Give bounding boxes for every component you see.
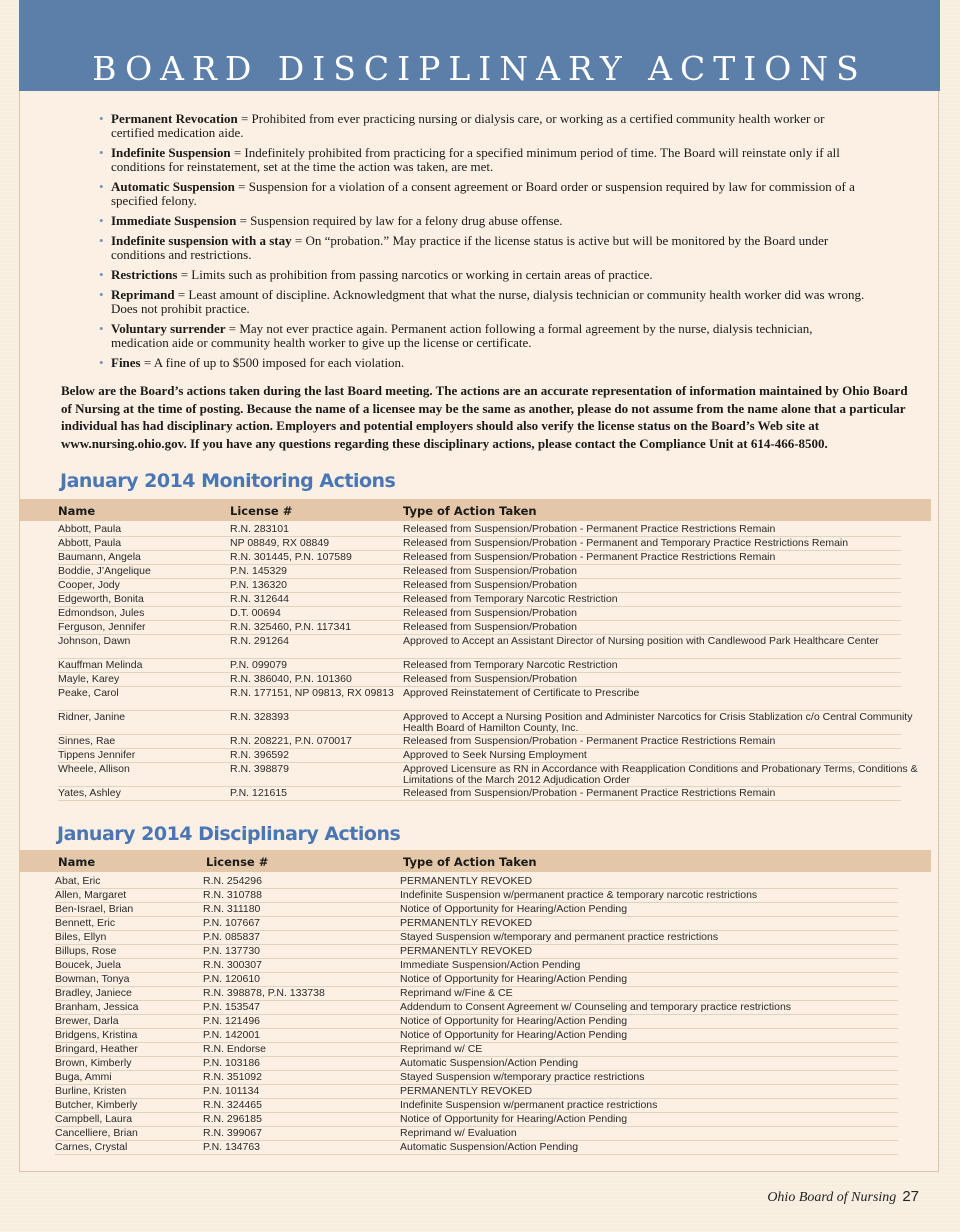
- cell-action: Released from Suspension/Probation: [403, 579, 577, 591]
- monitoring-header-name: Name: [58, 504, 96, 518]
- bullet-icon: •: [99, 213, 104, 228]
- cell-license: NP 08849, RX 08849: [230, 537, 330, 549]
- table-row: [58, 673, 901, 687]
- definition-term: Permanent Revocation: [111, 111, 238, 126]
- cell-action: Stayed Suspension w/temporary and permanent practice restrictions: [400, 931, 719, 943]
- disciplinary-header-name: Name: [58, 855, 96, 869]
- cell-license: R.N. 398879: [230, 763, 289, 775]
- monitoring-table: [58, 523, 918, 801]
- cell-action: Reprimand w/ CE: [400, 1043, 483, 1055]
- definition-item: [97, 268, 867, 282]
- cell-license: R.N. 311180: [203, 903, 261, 915]
- cell-action: PERMANENTLY REVOKED: [400, 945, 533, 957]
- cell-action: Approved Licensure as RN in Accordance with Reapplication Conditions and Probationary Terms, Conditions & Limitations of the March 2012 Adjudication Order: [403, 763, 918, 786]
- table-row: [58, 735, 901, 749]
- disciplinary-header-action: Type of Action Taken: [403, 855, 537, 869]
- footer-publication: Ohio Board of Nursing: [767, 1190, 897, 1205]
- cell-action: Approved to Accept an Assistant Director of Nursing position with Candlewood Park Healthcare Center: [403, 635, 879, 647]
- cell-action: Released from Suspension/Probation: [403, 565, 577, 577]
- monitoring-header-license: License #: [230, 504, 293, 518]
- cell-action: Automatic Suspension/Action Pending: [400, 1141, 579, 1153]
- table-row: [55, 1099, 898, 1113]
- cell-license: P.N. 120610: [203, 973, 261, 985]
- cell-name: Wheele, Allison: [58, 763, 130, 775]
- cell-license: R.N. 177151, NP 09813, RX 09813: [230, 687, 394, 699]
- cell-name: Ferguson, Jennifer: [58, 621, 146, 633]
- table-row: [58, 579, 901, 593]
- cell-license: R.N. 310788: [203, 889, 262, 901]
- cell-action: Released from Temporary Narcotic Restriction: [403, 593, 618, 605]
- cell-action: Released from Suspension/Probation - Permanent and Temporary Practice Restrictions Remain: [403, 537, 849, 549]
- cell-license: R.N. 325460, P.N. 117341: [230, 621, 352, 633]
- cell-action: Notice of Opportunity for Hearing/Action Pending: [400, 973, 628, 985]
- cell-action: PERMANENTLY REVOKED: [400, 875, 533, 887]
- cell-action: Notice of Opportunity for Hearing/Action Pending: [400, 903, 628, 915]
- cell-license: P.N. 142001: [203, 1029, 261, 1041]
- bullet-icon: •: [99, 287, 104, 302]
- cell-name: Ben-Israel, Brian: [55, 903, 134, 915]
- cell-license: R.N. 398878, P.N. 133738: [203, 987, 325, 999]
- table-row: [55, 987, 898, 1001]
- cell-name: Edgeworth, Bonita: [58, 593, 144, 605]
- definition-term: Voluntary surrender: [111, 321, 226, 336]
- definition-text: = Limits such as prohibition from passing narcotics or working in certain areas of practice.: [177, 267, 653, 282]
- cell-license: R.N. 296185: [203, 1113, 262, 1125]
- table-row: [58, 607, 901, 621]
- page-number: 27: [902, 1188, 919, 1205]
- cell-license: P.N. 085837: [203, 931, 261, 943]
- bullet-icon: •: [99, 267, 104, 282]
- definition-text: = Least amount of discipline. Acknowledgment that what the nurse, dialysis technician or community health worker did was wrong. Does not prohibit practice.: [111, 287, 865, 316]
- cell-license: P.N. 103186: [203, 1057, 261, 1069]
- cell-name: Ridner, Janine: [58, 711, 126, 723]
- cell-action: Automatic Suspension/Action Pending: [400, 1057, 579, 1069]
- monitoring-section-title: January 2014 Monitoring Actions: [60, 470, 396, 492]
- cell-action: Immediate Suspension/Action Pending: [400, 959, 581, 971]
- definition-term: Indefinite Suspension: [111, 145, 231, 160]
- definition-term: Automatic Suspension: [111, 179, 235, 194]
- bullet-icon: •: [99, 179, 104, 194]
- table-row: [58, 763, 918, 787]
- cell-license: R.N. 351092: [203, 1071, 262, 1083]
- definition-item: [97, 180, 867, 208]
- table-row: [58, 711, 913, 735]
- table-row: [58, 565, 901, 579]
- definition-item: [97, 356, 867, 370]
- cell-license: P.N. 121496: [203, 1015, 261, 1027]
- definitions-list: [97, 112, 867, 376]
- table-row: [58, 687, 901, 711]
- cell-name: Butcher, Kimberly: [55, 1099, 138, 1111]
- cell-name: Johnson, Dawn: [58, 635, 131, 647]
- cell-name: Brown, Kimberly: [55, 1057, 132, 1069]
- page-header: [19, 0, 940, 91]
- cell-name: Cooper, Jody: [58, 579, 120, 591]
- monitoring-header-action: Type of Action Taken: [403, 504, 537, 518]
- cell-action: Released from Temporary Narcotic Restriction: [403, 659, 618, 671]
- cell-name: Campbell, Laura: [55, 1113, 133, 1125]
- table-row: [55, 1085, 898, 1099]
- bullet-icon: •: [99, 111, 104, 126]
- bullet-icon: •: [99, 355, 104, 370]
- cell-action: PERMANENTLY REVOKED: [400, 1085, 533, 1097]
- cell-name: Allen, Margaret: [55, 889, 127, 901]
- cell-name: Abat, Eric: [55, 875, 101, 887]
- cell-name: Abbott, Paula: [58, 523, 122, 535]
- cell-license: P.N. 145329: [230, 565, 288, 577]
- cell-name: Yates, Ashley: [58, 787, 121, 799]
- cell-license: R.N. 324465: [203, 1099, 262, 1111]
- cell-license: P.N. 134763: [203, 1141, 261, 1153]
- cell-name: Peake, Carol: [58, 687, 119, 699]
- definition-text: = A fine of up to $500 imposed for each violation.: [140, 355, 405, 370]
- cell-name: Bennett, Eric: [55, 917, 116, 929]
- table-row: [58, 659, 901, 673]
- cell-license: D.T. 00694: [230, 607, 281, 619]
- cell-license: R.N. 300307: [203, 959, 262, 971]
- table-row: [55, 875, 898, 889]
- cell-action: Approved to Seek Nursing Employment: [403, 749, 587, 761]
- table-row: [55, 1029, 898, 1043]
- cell-name: Edmondson, Jules: [58, 607, 145, 619]
- table-row: [55, 959, 898, 973]
- definition-text: = Prohibited from ever practicing nursing or dialysis care, or working as a certified community health worker or certified medication aide.: [111, 111, 825, 140]
- definition-text: = Indefinitely prohibited from practicing for a specified minimum period of time. The Board will reinstate only if all conditions for reinstatement, set at the time the action was taken, are met.: [111, 145, 840, 174]
- cell-name: Cancelliere, Brian: [55, 1127, 138, 1139]
- definition-item: [97, 112, 867, 140]
- table-row: [55, 931, 898, 945]
- table-row: [58, 749, 901, 763]
- cell-action: Notice of Opportunity for Hearing/Action Pending: [400, 1029, 628, 1041]
- cell-name: Brewer, Darla: [55, 1015, 119, 1027]
- cell-action: PERMANENTLY REVOKED: [400, 917, 533, 929]
- page-title: BOARD DISCIPLINARY ACTIONS: [92, 49, 867, 88]
- cell-action: Released from Suspension/Probation: [403, 607, 577, 619]
- table-row: [55, 1057, 898, 1071]
- cell-name: Mayle, Karey: [58, 673, 120, 685]
- cell-license: R.N. 312644: [230, 593, 289, 605]
- cell-license: P.N. 107667: [203, 917, 261, 929]
- cell-license: R.N. 396592: [230, 749, 289, 761]
- cell-name: Bridgens, Kristina: [55, 1029, 138, 1041]
- definition-item: [97, 322, 867, 350]
- monitoring-table-header: [20, 499, 931, 521]
- table-row: [55, 903, 898, 917]
- cell-license: R.N. 386040, P.N. 101360: [230, 673, 352, 685]
- bullet-icon: •: [99, 145, 104, 160]
- table-row: [58, 787, 901, 801]
- table-row: [55, 1127, 898, 1141]
- definition-term: Immediate Suspension: [111, 213, 237, 228]
- table-row: [58, 537, 901, 551]
- cell-license: R.N. 208221, P.N. 070017: [230, 735, 352, 747]
- cell-license: R.N. 399067: [203, 1127, 262, 1139]
- definition-text: = On “probation.” May practice if the license status is active but will be monitored by the Board under conditions and restrictions.: [111, 233, 829, 262]
- definition-term: Restrictions: [111, 267, 178, 282]
- disciplinary-table: [55, 875, 898, 1155]
- definition-term: Reprimand: [111, 287, 175, 302]
- cell-action: Reprimand w/Fine & CE: [400, 987, 513, 999]
- disciplinary-header-license: License #: [206, 855, 269, 869]
- cell-action: Released from Suspension/Probation: [403, 621, 577, 633]
- cell-name: Bowman, Tonya: [55, 973, 130, 985]
- cell-action: Reprimand w/ Evaluation: [400, 1127, 517, 1139]
- cell-action: Released from Suspension/Probation: [403, 673, 577, 685]
- cell-name: Biles, Ellyn: [55, 931, 107, 943]
- cell-name: Abbott, Paula: [58, 537, 122, 549]
- cell-name: Carnes, Crystal: [55, 1141, 128, 1153]
- cell-action: Indefinite Suspension w/permanent practice restrictions: [400, 1099, 658, 1111]
- definition-item: [97, 146, 867, 174]
- cell-license: R.N. Endorse: [203, 1043, 267, 1055]
- table-row: [55, 1043, 898, 1057]
- table-row: [55, 973, 898, 987]
- cell-action: Indefinite Suspension w/permanent practice & temporary narcotic restrictions: [400, 889, 758, 901]
- cell-name: Branham, Jessica: [55, 1001, 139, 1013]
- bullet-icon: •: [99, 321, 104, 336]
- table-row: [58, 523, 901, 537]
- page-footer: [767, 1188, 919, 1206]
- table-row: [55, 1071, 898, 1085]
- cell-name: Tippens Jennifer: [58, 749, 136, 761]
- disciplinary-table-header: [20, 850, 931, 872]
- table-row: [55, 1141, 898, 1155]
- cell-license: R.N. 291264: [230, 635, 289, 647]
- definition-item: [97, 234, 867, 262]
- definition-text: = Suspension for a violation of a consent agreement or Board order or suspension required by law for commission of a specified felony.: [111, 179, 855, 208]
- cell-action: Released from Suspension/Probation - Permanent Practice Restrictions Remain: [403, 551, 776, 563]
- cell-name: Buga, Ammi: [55, 1071, 112, 1083]
- definition-item: [97, 288, 867, 316]
- cell-license: P.N. 136320: [230, 579, 288, 591]
- cell-name: Kauffman Melinda: [58, 659, 143, 671]
- definition-term: Fines: [111, 355, 141, 370]
- definition-text: = May not ever practice again. Permanent action following a formal agreement by the nurse, dialysis technician, medication aide or community health worker to give up the license or certificate.: [111, 321, 813, 350]
- table-row: [55, 1001, 898, 1015]
- cell-license: R.N. 254296: [203, 875, 262, 887]
- cell-action: Released from Suspension/Probation - Permanent Practice Restrictions Remain: [403, 735, 776, 747]
- cell-name: Bradley, Janiece: [55, 987, 132, 999]
- intro-paragraph: Below are the Board’s actions taken during the last Board meeting. The actions are an accurate representation of information maintained by Ohio Board of Nursing at the time of posting. Because the name of a licensee may be the same as another, please do not assume from the name alone that a particular individual has had disciplinary action. Employers and potential employers should also verify the license status on the Board’s Web site at www.nursing.ohio.gov. If you have any questions regarding these disciplinary actions, please contact the Compliance Unit at 614-466-8500.: [61, 383, 908, 451]
- cell-license: P.N. 099079: [230, 659, 288, 671]
- table-row: [55, 889, 898, 903]
- cell-name: Burline, Kristen: [55, 1085, 127, 1097]
- cell-action: Approved Reinstatement of Certificate to Prescribe: [403, 687, 640, 699]
- cell-action: Stayed Suspension w/temporary practice restrictions: [400, 1071, 645, 1083]
- cell-name: Bringard, Heather: [55, 1043, 138, 1055]
- cell-action: Notice of Opportunity for Hearing/Action Pending: [400, 1113, 628, 1125]
- cell-action: Approved to Accept a Nursing Position and Administer Narcotics for Crisis Stablization c/o Central Community Health Board of Hamilton County, Inc.: [403, 711, 913, 734]
- cell-license: P.N. 101134: [203, 1085, 260, 1097]
- bullet-icon: •: [99, 233, 104, 248]
- cell-name: Boddie, J’Angelique: [58, 565, 151, 577]
- definition-text: = Suspension required by law for a felony drug abuse offense.: [236, 213, 563, 228]
- cell-license: P.N. 137730: [203, 945, 261, 957]
- table-row: [58, 551, 901, 565]
- table-row: [58, 635, 901, 659]
- cell-action: Addendum to Consent Agreement w/ Counseling and temporary practice restrictions: [400, 1001, 792, 1013]
- table-row: [55, 945, 898, 959]
- definition-term: Indefinite suspension with a stay: [111, 233, 292, 248]
- table-row: [58, 621, 901, 635]
- table-row: [55, 1113, 898, 1127]
- cell-license: R.N. 283101: [230, 523, 289, 535]
- table-row: [58, 593, 901, 607]
- definition-item: [97, 214, 867, 228]
- cell-license: R.N. 328393: [230, 711, 289, 723]
- cell-name: Sinnes, Rae: [58, 735, 116, 747]
- cell-action: Notice of Opportunity for Hearing/Action Pending: [400, 1015, 628, 1027]
- table-row: [55, 1015, 898, 1029]
- cell-license: R.N. 301445, P.N. 107589: [230, 551, 352, 563]
- cell-license: P.N. 121615: [230, 787, 288, 799]
- cell-name: Boucek, Juela: [55, 959, 121, 971]
- cell-action: Released from Suspension/Probation - Permanent Practice Restrictions Remain: [403, 523, 776, 535]
- table-row: [55, 917, 898, 931]
- cell-action: Released from Suspension/Probation - Permanent Practice Restrictions Remain: [403, 787, 776, 799]
- cell-name: Baumann, Angela: [58, 551, 141, 563]
- cell-name: Billups, Rose: [55, 945, 117, 957]
- disciplinary-section-title: January 2014 Disciplinary Actions: [57, 823, 401, 845]
- cell-license: P.N. 153547: [203, 1001, 261, 1013]
